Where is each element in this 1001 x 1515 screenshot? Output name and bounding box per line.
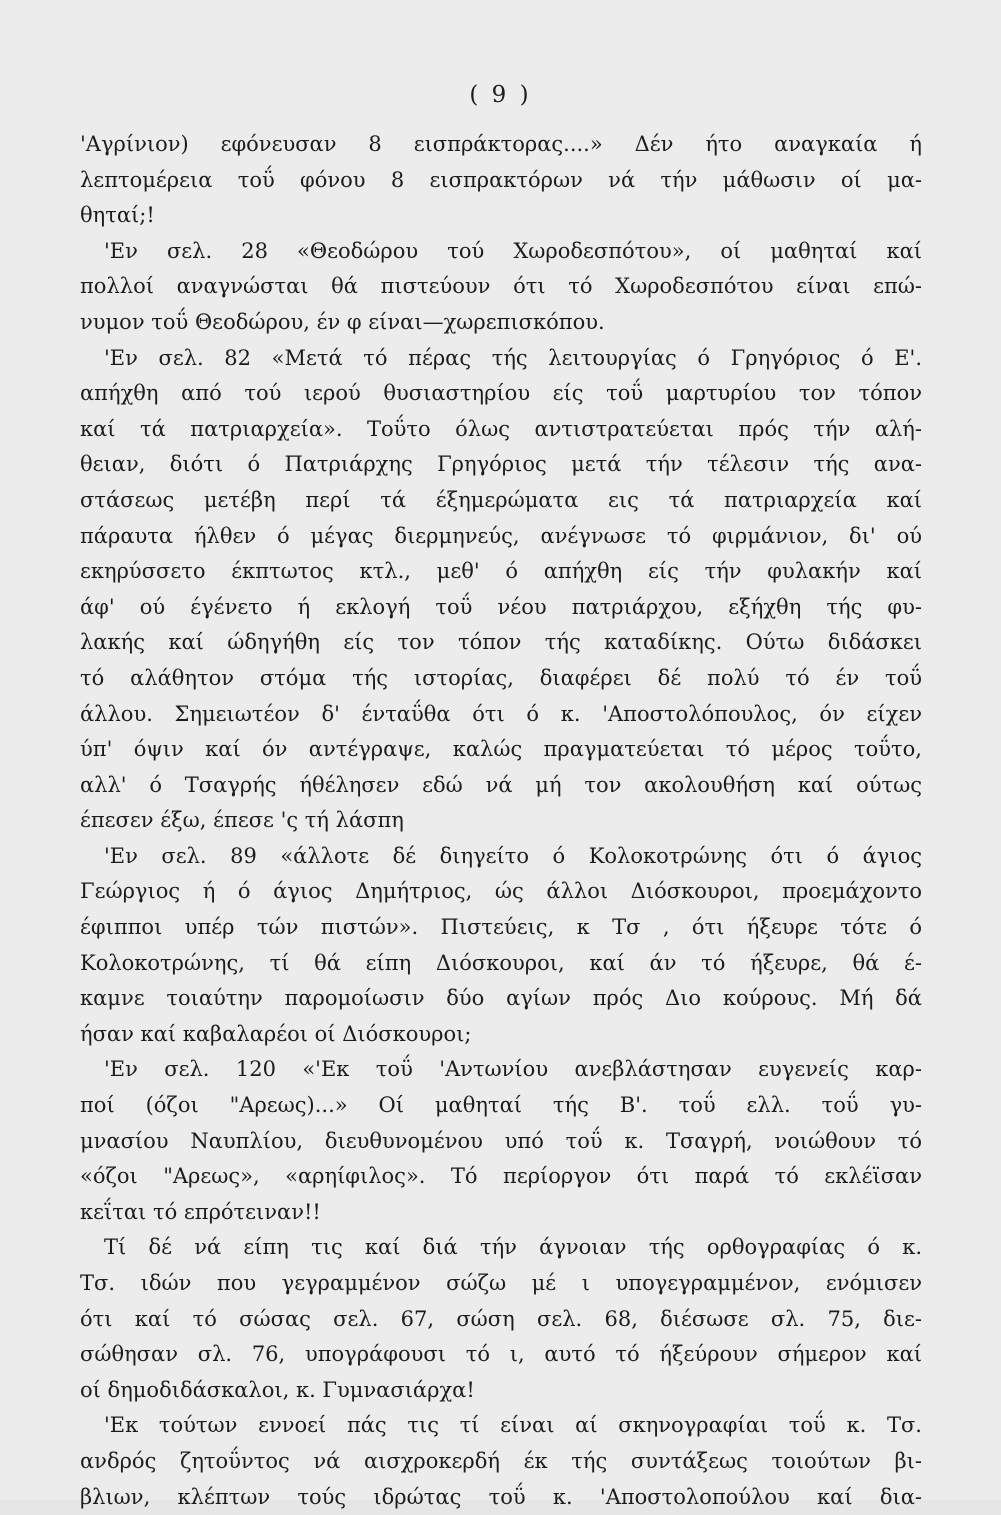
text-line: «όζοι "Αρεως», «αρηίφιλος». Τό περίοργον ότι παρά τό εκλέϊσαν	[80, 1164, 922, 1189]
text-line: κεΐται τό επρότειναν!!	[80, 1199, 321, 1224]
text-line: βλιων, κλέπτων τούς ιδρώτας τοΰ κ. 'Αποστολοπούλου καί δια-	[80, 1484, 922, 1509]
text-line: Κολοκοτρώνης, τί θά είπη Διόσκουροι, καί άν τό ήξευρε, θά έ-	[80, 950, 922, 975]
body-text	[80, 127, 922, 1515]
text-line: πάραυτα ήλθεν ό μέγας διερμηνεύς, ανέγνωσε τό φιρμάνιον, δι' ού	[80, 523, 922, 548]
text-line: 'Εν σελ. 28 «Θεοδώρου τού Χωροδεσπότου», οί μαθηταί καί	[104, 238, 922, 263]
text-line: 'Αγρίνιον) εφόνευσαν 8 εισπράκτορας....» Δέν ήτο αναγκαία ή	[80, 132, 922, 156]
text-line: εκηρύσσετο έκπτωτος κτλ., μεθ' ό απήχθη είς τήν φυλακήν καί	[80, 559, 922, 584]
text-line: λακής καί ώδηγήθη είς τον τόπον τής καταδίκης. Ούτω διδάσκει	[80, 630, 922, 655]
text-line: 'Εκ τούτων εννοεί πάς τις τί είναι αί σκηνογραφίαι τοΰ κ. Τσ.	[104, 1413, 922, 1438]
text-line: έπεσεν έξω, έπεσε 'ς τή λάσπη	[80, 808, 404, 833]
text-line: ύπ' όψιν καί όν αντέγραψε, καλώς πραγματεύεται τό μέρος τοΰτο,	[80, 737, 922, 762]
text-line: Τσ. ιδών που γεγραμμένον σώζω μέ ι υπογεγραμμένον, ενόμισεν	[80, 1271, 922, 1295]
text-line: 'Εν σελ. 120 «'Εκ τοΰ 'Αντωνίου ανεβλάστησαν ευγενείς καρ-	[104, 1057, 922, 1082]
text-line: ότι καί τό σώσας σελ. 67, σώση σελ. 68, διέσωσε σλ. 75, διε-	[80, 1306, 922, 1331]
text-line: Τί δέ νά είπη τις καί διά τήν άγνοιαν τής ορθογραφίας ό κ.	[104, 1235, 922, 1260]
text-line: ποί (όζοι "Αρεως)...» Οί μαθηταί τής Β'. τοΰ ελλ. τοΰ γυ-	[80, 1093, 922, 1118]
text-line: στάσεως μετέβη περί τά έξημερώματα εις τά πατριαρχεία καί	[80, 487, 922, 512]
text-line: σώθησαν σλ. 76, υπογράφουσι τό ι, αυτό τό ήξεύρουν σήμερον καί	[80, 1342, 922, 1367]
text-line: καμνε τοιαύτην παρομοίωσιν δύο αγίων πρός Διο κούρους. Μή δά	[80, 986, 922, 1011]
text-line: άφ' ού έγένετο ή εκλογή τοΰ νέου πατριάρχου, εξήχθη τής φυ-	[80, 594, 922, 619]
text-line: απήχθη από τού ιερού θυσιαστηρίου είς τοΰ μαρτυρίου τον τόπον	[80, 381, 922, 406]
text-line: νυμον τοΰ Θεοδώρου, έν φ είναι—χωρεπισκόπου.	[80, 309, 605, 334]
text-line: ήσαν καί καβαλαρέοι οί Διόσκουροι;	[80, 1021, 472, 1046]
text-line: πολλοί αναγνώσται θά πιστεύουν ότι τό Χωροδεσπότου είναι επώ-	[80, 274, 922, 299]
text-line: μνασίου Ναυπλίου, διευθυνομένου υπό τοΰ κ. Τσαγρή, νοιώθουν τό	[80, 1128, 922, 1153]
text-line: έφιπποι υπέρ τών πιστών». Πιστεύεις, κ Τσ , ότι ήξευρε τότε ό	[80, 915, 922, 940]
text-line: τό αλάθητον στόμα τής ιστορίας, διαφέρει δέ πολύ τό έν τοΰ	[80, 665, 922, 690]
text-line: άλλου. Σημειωτέον δ' ένταΰθα ότι ό κ. 'Αποστολόπουλος, όν είχεν	[80, 701, 922, 726]
text-line: καί τά πατριαρχεία». Τοΰτο όλως αντιστρατεύεται πρός τήν αλή-	[80, 416, 922, 441]
text-line: 'Εν σελ. 82 «Μετά τό πέρας τής λειτουργίας ό Γρηγόριος ό Ε'.	[104, 345, 922, 370]
text-line: οί δημοδιδάσκαλοι, κ. Γυμνασιάρχα!	[80, 1377, 475, 1402]
text-line: ανδρός ζητοΰντος νά αισχροκερδή έκ τής συντάξεως τοιούτων βι-	[80, 1448, 922, 1473]
text-line: θηταί;!	[80, 203, 155, 228]
text-line: θειαν, διότι ό Πατριάρχης Γρηγόριος μετά τήν τέλεσιν τής ανα-	[80, 452, 922, 477]
text-line: λεπτομέρεια τοΰ φόνου 8 εισπρακτόρων νά τήν μάθωσιν οί μα-	[80, 167, 922, 192]
page-number: ( 9 )	[469, 82, 532, 108]
text-line: Γεώργιος ή ό άγιος Δημήτριος, ώς άλλοι Διόσκουροι, προεμάχοντο	[80, 879, 922, 904]
text-line: αλλ' ό Τσαγρής ήθέλησεν εδώ νά μή τον ακολουθήση καί ούτως	[80, 772, 922, 797]
text-line: 'Εν σελ. 89 «άλλοτε δέ διηγείτο ό Κολοκοτρώνης ότι ό άγιος	[104, 843, 922, 868]
